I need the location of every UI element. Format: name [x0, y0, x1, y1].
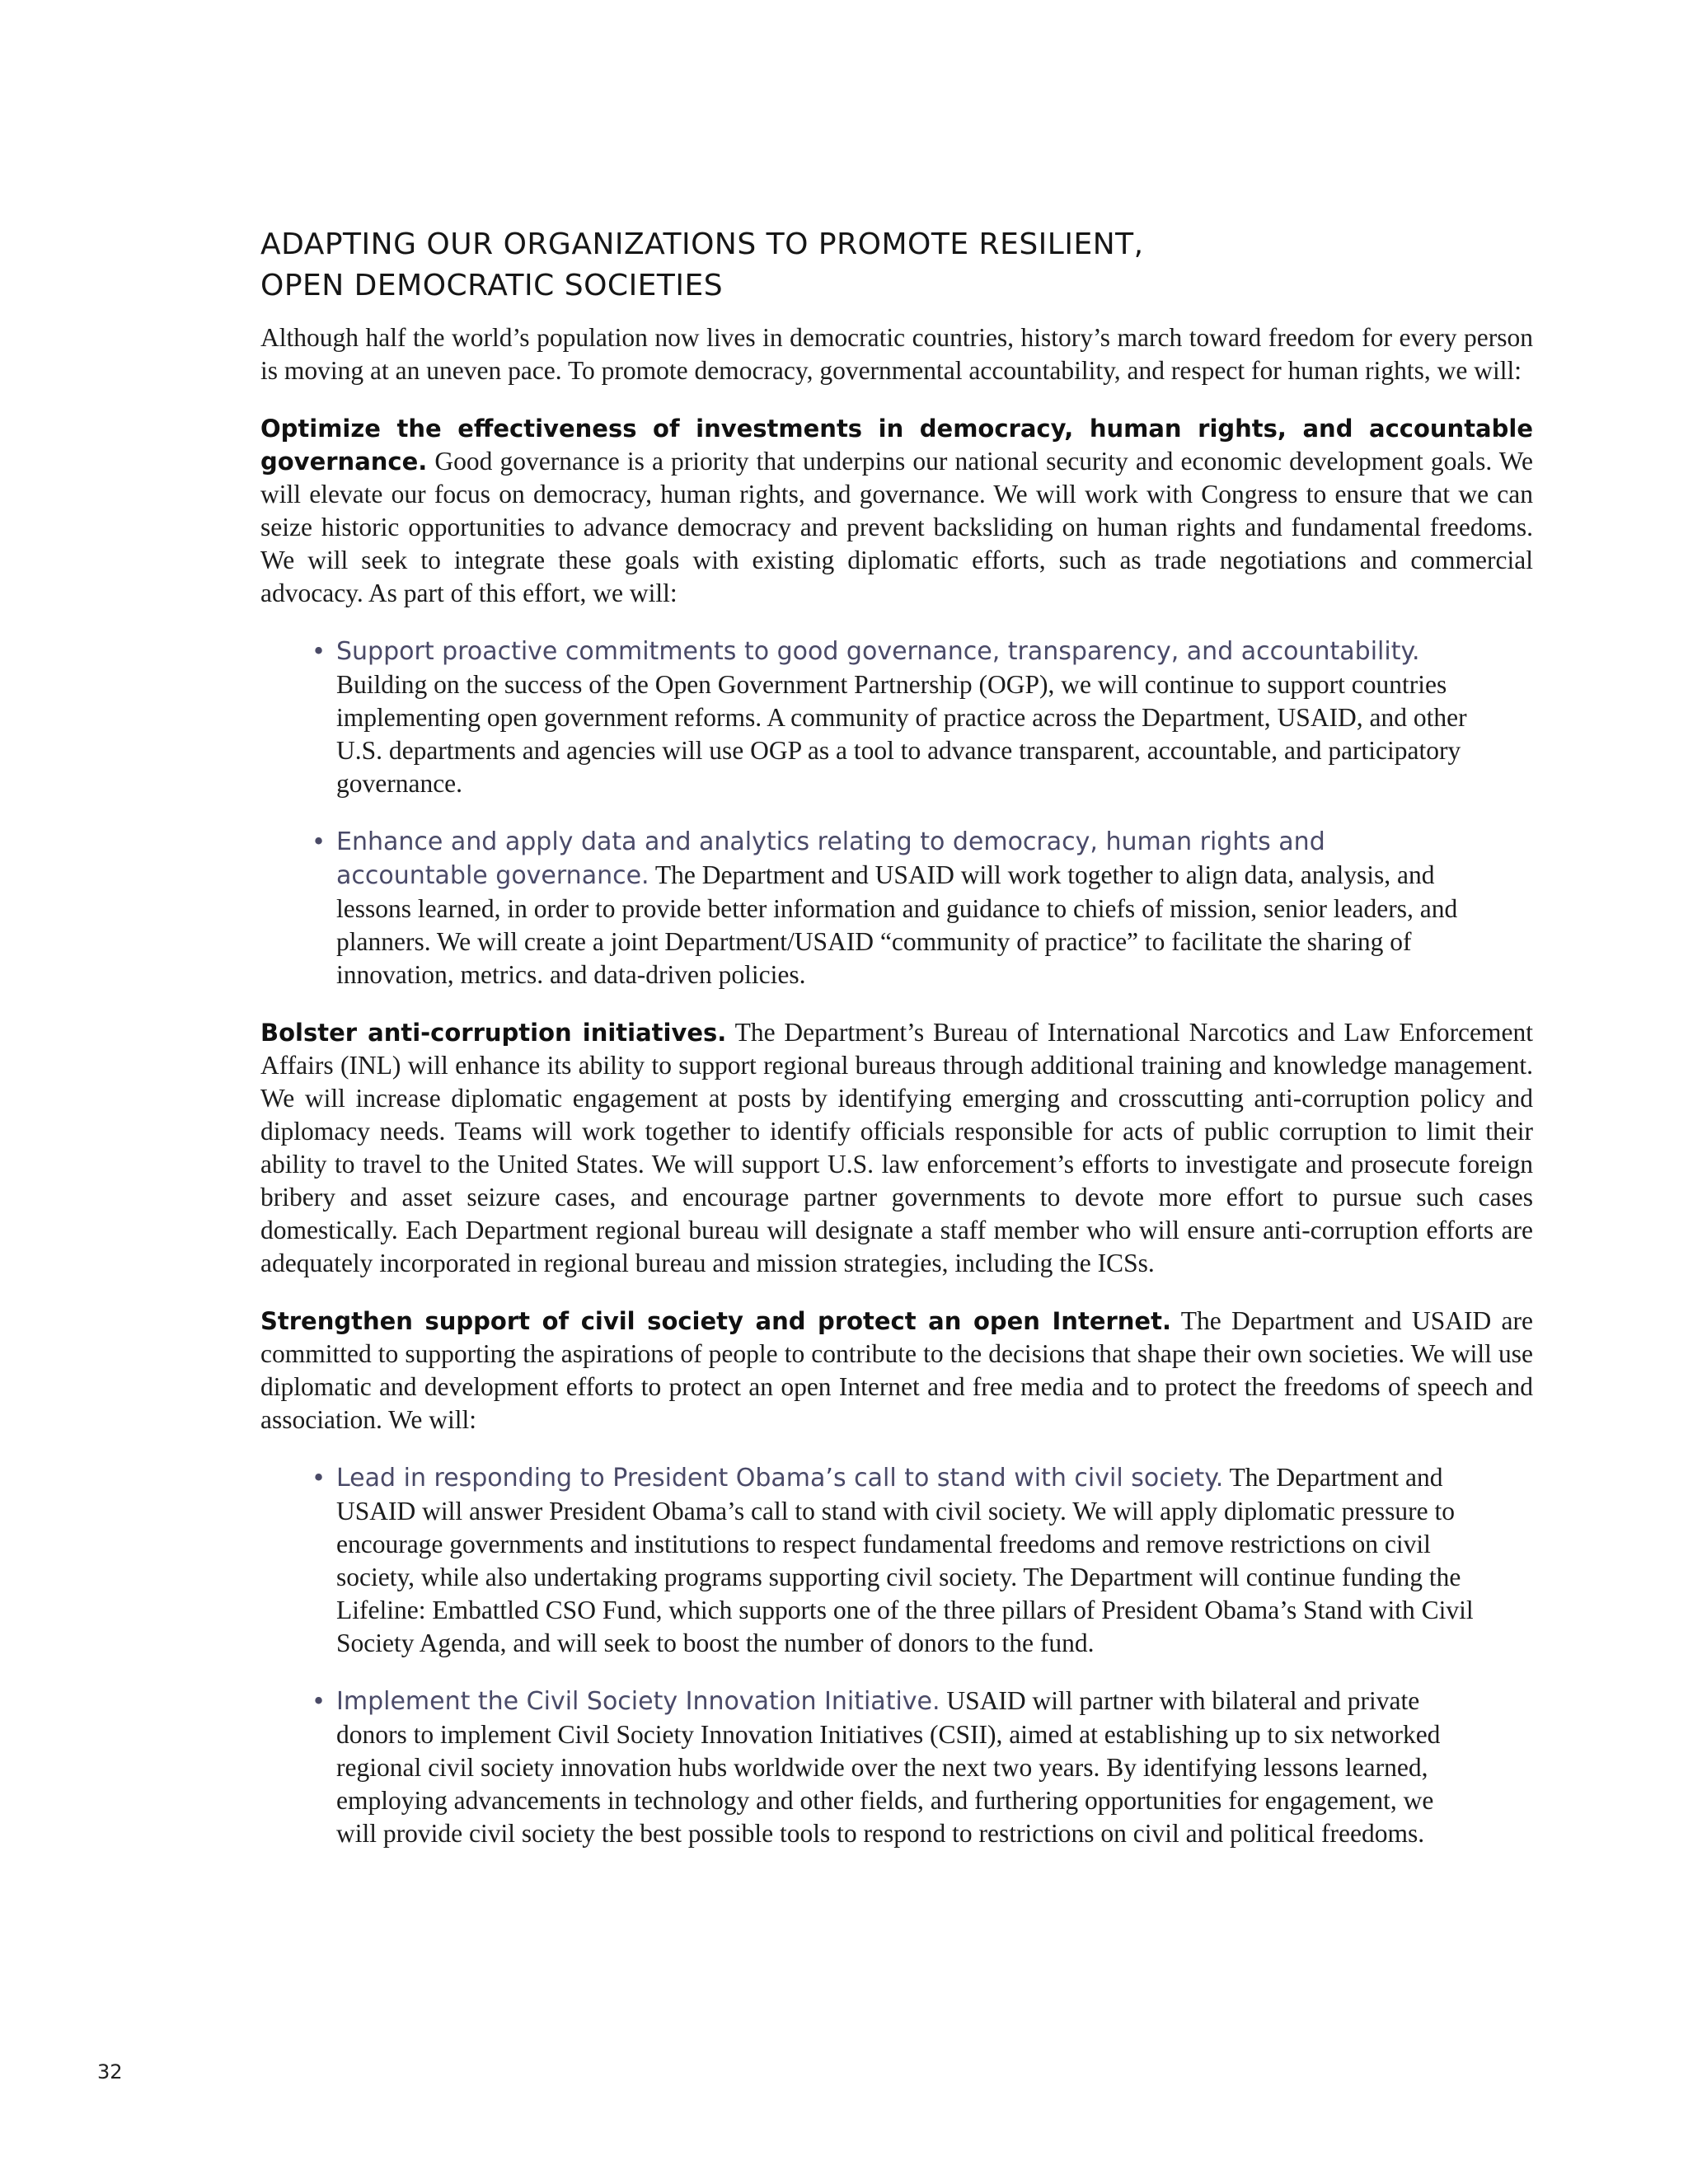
anti-corruption-lead: Bolster anti-corruption initiatives. — [260, 1019, 727, 1047]
civil-society-bullet-list — [260, 1461, 1474, 1850]
list-item — [312, 1461, 1474, 1660]
bullet-icon: • — [312, 827, 326, 855]
intro-paragraph: Although half the world’s population now lives in democratic countries, history’s march toward freedom for every person is moving at an uneven pace. To promote democracy, governmental accountability, and respect for human rights, we will: — [260, 323, 1533, 385]
bullet-icon: • — [312, 1687, 326, 1715]
optimize-bullet-list — [260, 635, 1474, 991]
page-number: 32 — [97, 2060, 123, 2083]
bullet-icon: • — [312, 637, 326, 665]
civil-society-lead: Strengthen support of civil society and protect an open Internet. — [260, 1307, 1171, 1335]
anti-corruption-text: The Department’s Bureau of International Narcotics and Law Enforcement Affairs (INL) will enhance its ability to support regional bureaus through additional training and knowledge management. We will increase diplomatic engagement at posts by identifying emerging and crosscutting anti-corruption policy and diplomacy needs. Teams will work together to identify officials responsible for acts of public corruption to limit their ability to travel to the United States. We will support U.S. law enforcement’s efforts to investigate and prosecute foreign bribery and asset seizure cases, and encourage partner governments to devote more effort to pursue such cases domestically. Each Department regional bureau will designate a staff member who will ensure anti-corruption efforts are adequately incorporated in regional bureau and mission strategies, including the ICSs. — [260, 1018, 1534, 1277]
optimize-text: Good governance is a priority that underpins our national security and economic development goals. We will elevate our focus on democracy, human rights, and governance. We will work with Congress to ensure that we can seize historic opportunities to advance democracy and prevent backsliding on human rights and fundamental freedoms. We will seek to integrate these goals with existing diplomatic efforts, such as trade negotiations and commercial advocacy. As part of this effort, we will: — [260, 447, 1533, 607]
optimize-lead: Optimize the effectiveness of investments in democracy, human rights, and accountable governance. — [260, 415, 1533, 476]
bullet-text: The Department and USAID will answer President Obama’s call to stand with civil society. We will apply diplomatic pressure to encourage governments and institutions to respect fundamental freedoms and remove restrictions on civil society, while also undertaking programs supporting civil society. The Department will continue funding the Lifeline: Embattled CSO Fund, which supports one of the three pillars of President Obama’s Stand with Civil Society Agenda, and will seek to boost the number of donors to the fund. — [336, 1463, 1474, 1657]
bullet-icon: • — [312, 1464, 326, 1492]
bullet-text: The Department and USAID will work together to align data, analysis, and lessons learned, in order to provide better information and guidance to chiefs of mission, senior leaders, and planners. We will create a joint Department/USAID “community of practice” to facilitate the sharing of innovation, metrics. and data-driven policies. — [336, 860, 1458, 989]
civil-society-text: The Department and USAID are committed to supporting the aspirations of people to contribute to the decisions that shape their own societies. We will use diplomatic and development efforts to protect an open Internet and free media and to protect the freedoms of speech and association. We will: — [260, 1306, 1533, 1434]
anti-corruption-paragraph — [260, 1016, 1533, 1280]
list-item — [312, 1685, 1474, 1850]
bullet-lead: Support proactive commitments to good governance, transparency, and accountability. — [336, 637, 1420, 666]
bullet-lead: Implement the Civil Society Innovation Initiative. — [336, 1687, 940, 1716]
section-heading — [260, 224, 1533, 307]
bullet-text: USAID will partner with bilateral and private donors to implement Civil Society Innovation Initiatives (CSII), aimed at establishing up to six networked regional civil society innovation hubs worldwide over the next two years. By identifying lessons learned, employing advancements in technology and other fields, and furthering opportunities for engagement, we will provide civil society the best possible tools to respond to restrictions on civil and political freedoms. — [336, 1686, 1441, 1848]
civil-society-paragraph — [260, 1305, 1533, 1436]
bullet-lead: Enhance and apply data and analytics relating to democracy, human rights and accountable governance. — [336, 827, 1325, 890]
bullet-text: Building on the success of the Open Government Partnership (OGP), we will continue to support countries implementing open government reforms. A community of practice across the Department, USAID, and other U.S. departments and agencies will use OGP as a tool to advance transparent, accountable, and participatory governance. — [336, 670, 1467, 798]
section-heading-line-1: ADAPTING OUR ORGANIZATIONS TO PROMOTE RESILIENT, — [260, 227, 1144, 261]
optimize-paragraph — [260, 412, 1533, 610]
section-heading-line-2: OPEN DEMOCRATIC SOCIETIES — [260, 269, 724, 302]
bullet-lead: Lead in responding to President Obama’s call to stand with civil society. — [336, 1464, 1224, 1493]
list-item — [312, 635, 1474, 800]
page-content — [260, 224, 1533, 1875]
list-item — [312, 825, 1474, 991]
